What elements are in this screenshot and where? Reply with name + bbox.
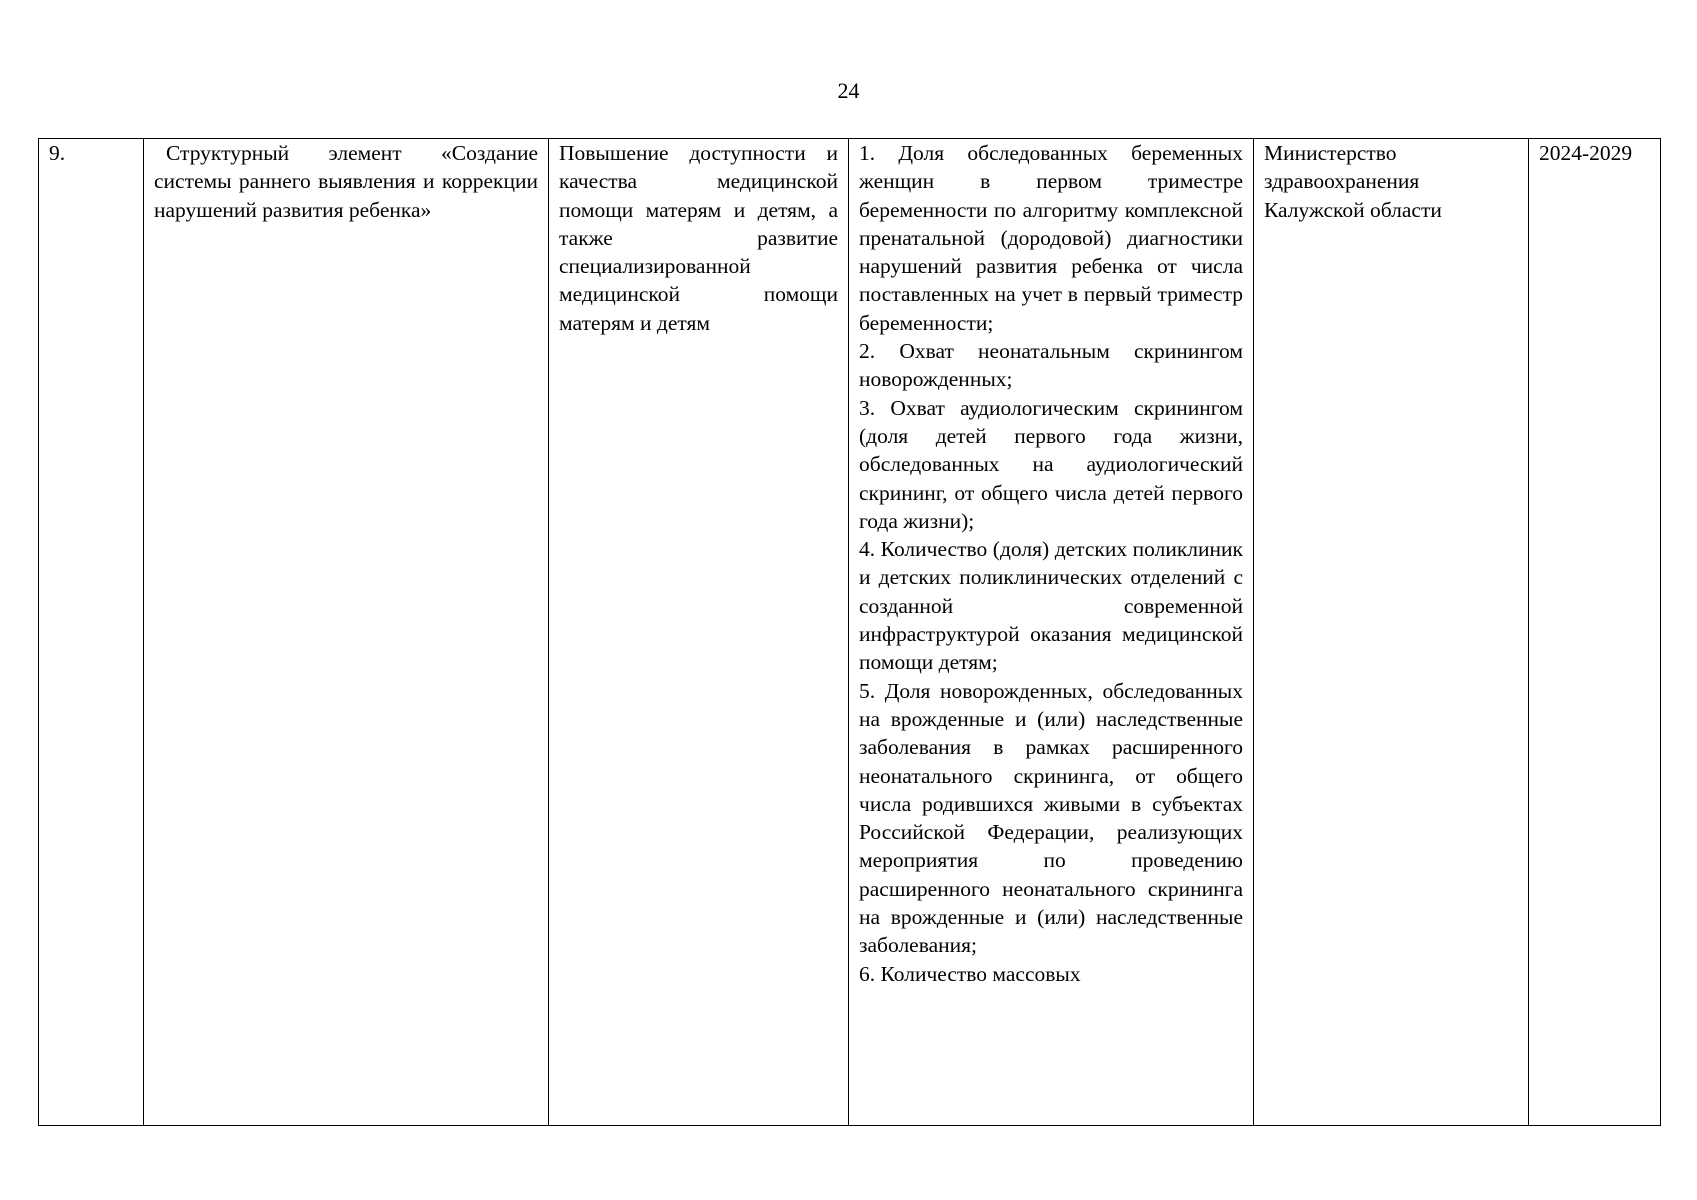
program-table (38, 138, 1661, 1126)
row-number-cell (39, 139, 144, 1126)
indicator-item: 4. Количество (доля) детских поликлиник и детских поликлинических отделений с созданной современной инфраструктурой оказания медицинской помощи детям; (859, 537, 1243, 675)
indicator-item: 6. Количество массовых (859, 961, 1081, 986)
task-cell (549, 139, 849, 1126)
indicator-item: 5. Доля новорожденных, обследованных на врожденные и (или) наследственные заболевания в рамках расширенного неонатального скрининга, от общего числа родившихся живыми в субъектах Российской Федерации, реализующих мероприятия по проведению расширенного неонатального скрининга на врожденные и (или) наследственные заболевания; (859, 678, 1243, 958)
indicator-item: 1. Доля обследованных беременных женщин в первом триместре беременности по алгоритму комплексной пренатальной (дородовой) диагностики нарушений развития ребенка от числа поставленных на учет в первый триместр беременности; (859, 141, 1243, 335)
task-text: Повышение доступности и качества медицинской помощи матерям и детям, а также развитие специализированной медицинской помощи матерям и детям (559, 141, 838, 335)
table-row (39, 139, 1661, 1126)
indicators-cell (849, 139, 1254, 1126)
responsible-text: Министерство здравоохранения Калужской области (1264, 141, 1442, 222)
structural-element-text: Структурный элемент «Создание системы раннего выявления и коррекции нарушений развития ребенка» (154, 141, 538, 222)
responsible-cell (1254, 139, 1529, 1126)
page-number: 24 (837, 78, 860, 103)
indicator-item: 2. Охват неонатальным скринингом новорожденных; (859, 339, 1243, 392)
row-number: 9. (49, 141, 66, 165)
period-text: 2024-2029 (1539, 141, 1633, 165)
structural-element-cell (144, 139, 549, 1126)
indicator-item: 3. Охват аудиологическим скринингом (доля детей первого года жизни, обследованных на аудиологический скрининг, от общего числа детей первого года жизни); (859, 395, 1243, 533)
period-cell (1529, 139, 1661, 1126)
